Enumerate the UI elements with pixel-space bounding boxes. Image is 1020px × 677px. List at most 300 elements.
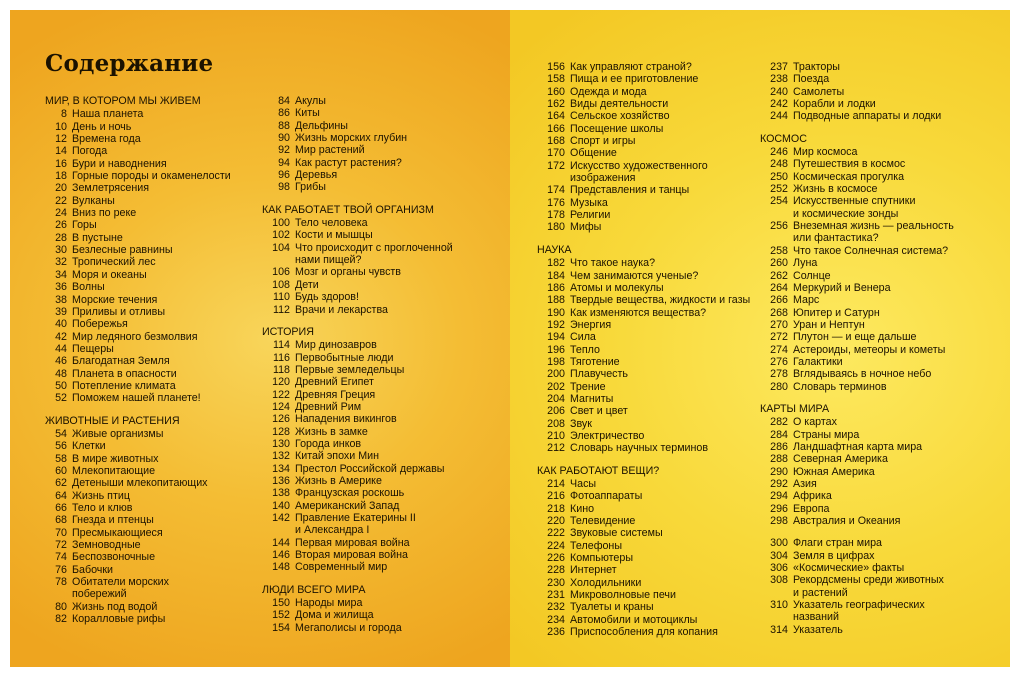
toc-entry[interactable] <box>537 589 750 601</box>
toc-entry[interactable] <box>760 86 954 98</box>
page-number: 206 <box>547 405 565 418</box>
toc-entry[interactable] <box>45 613 231 625</box>
page-number: 72 <box>55 539 67 552</box>
toc-entry[interactable] <box>760 562 954 574</box>
entry-label: Пища и ее приготовление <box>570 73 699 86</box>
toc-entry[interactable] <box>45 108 231 120</box>
toc-entry[interactable] <box>45 527 231 539</box>
toc-entry[interactable] <box>262 229 453 241</box>
entry-label: Рекордсмены среди животных <box>793 574 944 587</box>
toc-entry[interactable] <box>537 197 750 209</box>
page-number: 158 <box>547 73 565 86</box>
entry-label: Часы <box>570 478 597 490</box>
page-number: 144 <box>272 536 290 549</box>
page-number: 134 <box>272 462 290 475</box>
toc-entry[interactable] <box>760 503 954 515</box>
toc-entry[interactable] <box>45 269 231 281</box>
toc-entry[interactable] <box>760 73 954 85</box>
toc-entry[interactable] <box>760 537 954 549</box>
page-number: 94 <box>278 156 290 169</box>
page-number: 264 <box>770 281 788 294</box>
toc-entry[interactable] <box>262 120 453 132</box>
toc-entry[interactable] <box>45 380 231 392</box>
toc-entry[interactable] <box>537 430 750 442</box>
toc-entry[interactable] <box>262 291 453 303</box>
page-number: 100 <box>272 217 290 230</box>
entry-label: Горные породы и окаменелости <box>72 170 231 183</box>
page-number: 230 <box>547 576 565 589</box>
entry-label: Древняя Греция <box>295 388 376 401</box>
page-number: 284 <box>770 428 788 441</box>
toc-entry[interactable] <box>45 145 231 157</box>
page-number: 160 <box>547 85 565 98</box>
section-title: КАРТЫ МИРА <box>760 402 830 415</box>
page-number: 66 <box>55 502 67 514</box>
toc-entry[interactable] <box>760 319 954 331</box>
page-number: 18 <box>55 170 67 183</box>
toc-entry[interactable] <box>760 515 954 527</box>
toc-entry[interactable] <box>45 133 231 145</box>
page-number: 30 <box>55 244 67 257</box>
entry-label: Кино <box>570 502 595 515</box>
toc-entry[interactable] <box>537 257 750 269</box>
toc-entry[interactable] <box>537 135 750 147</box>
page-number: 20 <box>55 182 67 195</box>
toc-entry[interactable] <box>537 344 750 356</box>
toc-entry[interactable] <box>760 110 954 122</box>
page-number: 38 <box>55 293 67 306</box>
toc-entry[interactable] <box>760 232 954 244</box>
toc-entry[interactable] <box>262 352 453 364</box>
page-number: 190 <box>547 306 565 319</box>
entry-label: Города инков <box>295 437 362 450</box>
page-number: 112 <box>272 303 290 316</box>
toc-entry[interactable] <box>537 209 750 221</box>
toc-entry[interactable] <box>45 392 231 404</box>
toc-entry[interactable] <box>262 242 453 254</box>
toc-entry[interactable] <box>537 577 750 589</box>
toc-entry[interactable] <box>760 429 954 441</box>
toc-entry[interactable] <box>45 343 231 355</box>
page-number: 184 <box>547 269 565 282</box>
toc-entry[interactable] <box>760 245 954 257</box>
toc-entry[interactable] <box>760 344 954 356</box>
toc-entry[interactable] <box>760 587 954 599</box>
toc-entry[interactable] <box>537 172 750 184</box>
page-number: 296 <box>770 502 788 515</box>
toc-entry[interactable] <box>45 453 231 465</box>
toc-entry[interactable] <box>760 257 954 269</box>
entry-label: Китай эпохи Мин <box>295 450 379 463</box>
entry-label: Магниты <box>570 392 614 405</box>
toc-entry[interactable] <box>537 73 750 85</box>
toc-entry[interactable] <box>760 183 954 195</box>
toc-entry[interactable] <box>537 356 750 368</box>
toc-entry[interactable] <box>45 219 231 231</box>
toc-entry[interactable] <box>537 61 750 73</box>
entry-label: Жизнь под водой <box>72 600 158 613</box>
toc-entry[interactable] <box>760 171 954 183</box>
entry-label: Атомы и молекулы <box>570 281 664 294</box>
entry-label: День и ночь <box>72 120 132 133</box>
entry-label: Современный мир <box>295 561 388 574</box>
entry-label: Мифы <box>570 221 602 234</box>
toc-entry[interactable] <box>760 270 954 282</box>
entry-label: Страны мира <box>793 428 860 441</box>
toc-entry[interactable] <box>262 266 453 278</box>
toc-entry[interactable] <box>262 487 453 499</box>
toc-entry[interactable] <box>45 281 231 293</box>
entry-label: Млекопитающие <box>72 464 156 477</box>
toc-entry[interactable] <box>537 418 750 430</box>
page-number: 50 <box>55 379 67 392</box>
toc-entry[interactable] <box>45 477 231 489</box>
page-number: 156 <box>547 61 565 73</box>
toc-section <box>262 326 453 574</box>
entry-label: Музыка <box>570 196 608 209</box>
page-number: 40 <box>55 318 67 331</box>
entry-label: Грибы <box>295 181 326 194</box>
toc-entry[interactable] <box>760 478 954 490</box>
toc-entry[interactable] <box>45 170 231 182</box>
toc-entry[interactable] <box>262 512 453 524</box>
page-number: 54 <box>55 427 67 440</box>
entry-label: и растений <box>793 586 848 599</box>
toc-entry[interactable] <box>45 440 231 452</box>
entry-label: Электричество <box>570 429 645 442</box>
page-number: 220 <box>547 515 565 528</box>
toc-entry[interactable] <box>45 601 231 613</box>
entry-label: Жизнь птиц <box>72 489 130 502</box>
toc-entry[interactable] <box>537 319 750 331</box>
page-number: 162 <box>547 98 565 111</box>
toc-entry[interactable] <box>45 355 231 367</box>
toc-entry[interactable] <box>537 381 750 393</box>
entry-label: Тяготение <box>570 355 620 368</box>
toc-entry[interactable] <box>45 121 231 133</box>
entry-label: Самолеты <box>793 85 845 98</box>
toc-entry[interactable] <box>262 463 453 475</box>
toc-entry[interactable] <box>760 220 954 232</box>
section-title: ЛЮДИ ВСЕГО МИРА <box>262 583 366 596</box>
entry-label: Телевидение <box>570 515 636 528</box>
entry-label: Поезда <box>793 73 830 86</box>
toc-entry[interactable] <box>45 306 231 318</box>
toc-entry[interactable] <box>262 254 453 266</box>
toc-entry[interactable] <box>45 294 231 306</box>
page-number: 16 <box>55 157 67 170</box>
toc-entry[interactable] <box>760 368 954 380</box>
toc-entry[interactable] <box>45 331 231 343</box>
toc-entry[interactable] <box>537 442 750 454</box>
toc-entry[interactable] <box>537 614 750 626</box>
toc-entry[interactable] <box>760 356 954 368</box>
toc-entry[interactable] <box>537 503 750 515</box>
entry-label: Тело человека <box>295 217 368 230</box>
page-number: 118 <box>272 363 290 376</box>
page-number: 74 <box>55 551 67 564</box>
toc-section <box>537 61 750 234</box>
toc-entry[interactable] <box>45 232 231 244</box>
entry-label: Одежда и мода <box>570 85 647 98</box>
toc-section <box>262 95 453 194</box>
toc-entry[interactable] <box>537 294 750 306</box>
page-number: 106 <box>272 266 290 279</box>
toc-entry[interactable] <box>537 564 750 576</box>
page-number: 186 <box>547 281 565 294</box>
toc-entry[interactable] <box>760 331 954 343</box>
toc-entry[interactable] <box>262 144 453 156</box>
toc-entry[interactable] <box>262 475 453 487</box>
entry-label: Указатель географических <box>793 599 925 612</box>
toc-entry[interactable] <box>760 61 954 73</box>
section-title: ИСТОРИЯ <box>262 325 314 338</box>
toc-entry[interactable] <box>760 158 954 170</box>
toc-entry[interactable] <box>537 540 750 552</box>
toc-entry[interactable] <box>262 181 453 193</box>
toc-entry[interactable] <box>262 364 453 376</box>
entry-label: Безлесные равнины <box>72 244 173 257</box>
page-number: 12 <box>55 133 67 146</box>
page-number: 208 <box>547 417 565 430</box>
toc-entry[interactable] <box>760 146 954 158</box>
page-number: 298 <box>770 515 788 528</box>
entry-label: Поможем нашей планете! <box>72 392 201 405</box>
toc-entry[interactable] <box>262 401 453 413</box>
entry-label: Жизнь в космосе <box>793 183 878 196</box>
entry-label: Фотоаппараты <box>570 490 643 503</box>
page-number <box>760 587 788 599</box>
toc-entry[interactable] <box>45 244 231 256</box>
toc-entry[interactable] <box>262 304 453 316</box>
page-number: 174 <box>547 184 565 197</box>
toc-entry[interactable] <box>262 107 453 119</box>
page-number: 262 <box>770 269 788 282</box>
toc-entry[interactable] <box>45 514 231 526</box>
page-number: 180 <box>547 221 565 234</box>
toc-entry[interactable] <box>537 368 750 380</box>
entry-label: Времена года <box>72 133 141 146</box>
entry-label: Мир ледяного безмолвия <box>72 330 198 343</box>
toc-entry[interactable] <box>537 527 750 539</box>
entry-label: Мозг и органы чувств <box>295 266 401 279</box>
toc-entry[interactable] <box>760 195 954 207</box>
entry-label: Вторая мировая война <box>295 549 408 562</box>
toc-entry[interactable] <box>537 110 750 122</box>
entry-label: Французская роскошь <box>295 487 405 500</box>
entry-label: Трение <box>570 380 606 393</box>
toc-entry[interactable] <box>45 318 231 330</box>
toc-entry[interactable] <box>45 368 231 380</box>
toc-entry[interactable] <box>45 465 231 477</box>
toc-entry[interactable] <box>537 515 750 527</box>
toc-entry[interactable] <box>262 95 453 107</box>
toc-entry[interactable] <box>760 624 954 636</box>
entry-label: Чем занимаются ученые? <box>570 269 699 282</box>
toc-entry[interactable] <box>262 389 453 401</box>
toc-entry[interactable] <box>262 217 453 229</box>
toc-entry[interactable] <box>262 132 453 144</box>
toc-entry[interactable] <box>45 428 231 440</box>
entry-label: Путешествия в космос <box>793 158 906 171</box>
page-number: 150 <box>272 597 290 610</box>
toc-entry[interactable] <box>760 294 954 306</box>
entry-label: Живые организмы <box>72 427 164 440</box>
toc-entry[interactable] <box>537 405 750 417</box>
toc-entry[interactable] <box>45 539 231 551</box>
entry-label: Что такое наука? <box>570 257 656 270</box>
toc-entry[interactable] <box>760 490 954 502</box>
entry-label: Земноводные <box>72 539 141 552</box>
toc-entry[interactable] <box>262 524 453 536</box>
toc-entry[interactable] <box>537 626 750 638</box>
toc-entry[interactable] <box>537 98 750 110</box>
toc-entry[interactable] <box>760 550 954 562</box>
toc-entry[interactable] <box>537 478 750 490</box>
toc-entry[interactable] <box>45 502 231 514</box>
toc-entry[interactable] <box>45 576 231 588</box>
page-number: 170 <box>547 147 565 160</box>
entry-label: Жизнь в замке <box>295 425 368 438</box>
toc-entry[interactable] <box>760 282 954 294</box>
toc-entry[interactable] <box>262 622 453 634</box>
page-number: 244 <box>770 110 788 123</box>
entry-label: Приливы и отливы <box>72 305 166 318</box>
toc-entry[interactable] <box>262 597 453 609</box>
entry-label: Бури и наводнения <box>72 157 167 170</box>
page-number: 76 <box>55 563 67 576</box>
entry-label: Пресмыкающиеся <box>72 526 163 539</box>
toc-entry[interactable] <box>262 426 453 438</box>
toc-entry[interactable] <box>262 339 453 351</box>
toc-entry[interactable] <box>45 195 231 207</box>
toc-entry[interactable] <box>760 611 954 623</box>
entry-label: Правление Екатерины II <box>295 512 416 524</box>
page-number: 46 <box>55 355 67 368</box>
toc-entry[interactable] <box>45 207 231 219</box>
toc-entry[interactable] <box>262 169 453 181</box>
toc-entry[interactable] <box>537 184 750 196</box>
toc-entry[interactable] <box>45 256 231 268</box>
entry-label: Беспозвоночные <box>72 551 156 564</box>
toc-entry[interactable] <box>537 393 750 405</box>
toc-entry[interactable] <box>537 147 750 159</box>
toc-entry[interactable] <box>45 182 231 194</box>
entry-label: Интернет <box>570 564 617 577</box>
toc-entry[interactable] <box>262 537 453 549</box>
toc-entry[interactable] <box>760 441 954 453</box>
toc-entry[interactable] <box>45 490 231 502</box>
page-number: 214 <box>547 478 565 490</box>
toc-entry[interactable] <box>45 564 231 576</box>
page-number: 24 <box>55 207 67 220</box>
toc-entry[interactable] <box>45 551 231 563</box>
entry-label: Мир космоса <box>793 146 858 159</box>
toc-entry[interactable] <box>760 381 954 393</box>
entry-label: Престол Российской державы <box>295 462 445 475</box>
toc-entry[interactable] <box>537 270 750 282</box>
entry-label: Африка <box>793 490 832 503</box>
entry-label: Телефоны <box>570 539 623 552</box>
toc-entry[interactable] <box>537 307 750 319</box>
entry-label: Народы мира <box>295 597 363 610</box>
page-number: 166 <box>547 122 565 135</box>
entry-label: Представления и танцы <box>570 184 690 197</box>
page-number: 39 <box>55 305 67 318</box>
toc-entry[interactable] <box>537 490 750 502</box>
toc-entry[interactable] <box>760 466 954 478</box>
entry-label: или фантастика? <box>793 232 879 245</box>
toc-entry[interactable] <box>262 549 453 561</box>
toc-entry[interactable] <box>760 416 954 428</box>
toc-entry[interactable] <box>760 599 954 611</box>
toc-entry[interactable] <box>262 376 453 388</box>
toc-entry[interactable] <box>537 331 750 343</box>
toc-entry[interactable] <box>760 574 954 586</box>
toc-entry[interactable] <box>760 208 954 220</box>
toc-entry[interactable] <box>537 123 750 135</box>
toc-entry[interactable] <box>45 588 231 600</box>
entry-label: Посещение школы <box>570 122 664 135</box>
entry-label: Вниз по реке <box>72 207 137 220</box>
page-number: 266 <box>770 294 788 307</box>
toc-column-1 <box>45 95 231 635</box>
toc-entry[interactable] <box>537 86 750 98</box>
page-number: 294 <box>770 490 788 503</box>
entry-label: Потепление климата <box>72 379 176 392</box>
page-number: 278 <box>770 368 788 381</box>
toc-entry[interactable] <box>760 307 954 319</box>
page-number: 234 <box>547 613 565 626</box>
entry-label: названий <box>793 611 839 624</box>
page-number: 26 <box>55 219 67 232</box>
page-number: 231 <box>547 589 565 602</box>
page-number: 108 <box>272 278 290 291</box>
page-number: 142 <box>272 512 290 524</box>
toc-entry[interactable] <box>262 438 453 450</box>
toc-entry[interactable] <box>537 160 750 172</box>
page-number: 56 <box>55 440 67 453</box>
toc-entry[interactable] <box>262 413 453 425</box>
toc-entry[interactable] <box>760 98 954 110</box>
entry-label: Сила <box>570 331 596 344</box>
toc-entry[interactable] <box>262 561 453 573</box>
toc-entry[interactable] <box>45 158 231 170</box>
toc-entry[interactable] <box>262 279 453 291</box>
toc-entry[interactable] <box>262 157 453 169</box>
page-number: 82 <box>55 613 67 626</box>
page-number: 256 <box>770 220 788 233</box>
toc-entry[interactable] <box>760 453 954 465</box>
toc-entry[interactable] <box>262 500 453 512</box>
toc-entry[interactable] <box>537 221 750 233</box>
entry-label: Общение <box>570 147 617 160</box>
toc-entry[interactable] <box>262 609 453 621</box>
page-number: 228 <box>547 564 565 577</box>
page-number: 200 <box>547 368 565 381</box>
page-number: 52 <box>55 392 67 405</box>
toc-entry[interactable] <box>537 552 750 564</box>
page-number <box>760 232 788 244</box>
page-number: 246 <box>770 146 788 159</box>
toc-entry[interactable] <box>537 282 750 294</box>
toc-entry[interactable] <box>537 601 750 613</box>
entry-label: Горы <box>72 219 97 232</box>
entry-label: Первая мировая война <box>295 536 410 549</box>
page-number: 48 <box>55 367 67 380</box>
toc-entry[interactable] <box>262 450 453 462</box>
page-number: 224 <box>547 539 565 552</box>
